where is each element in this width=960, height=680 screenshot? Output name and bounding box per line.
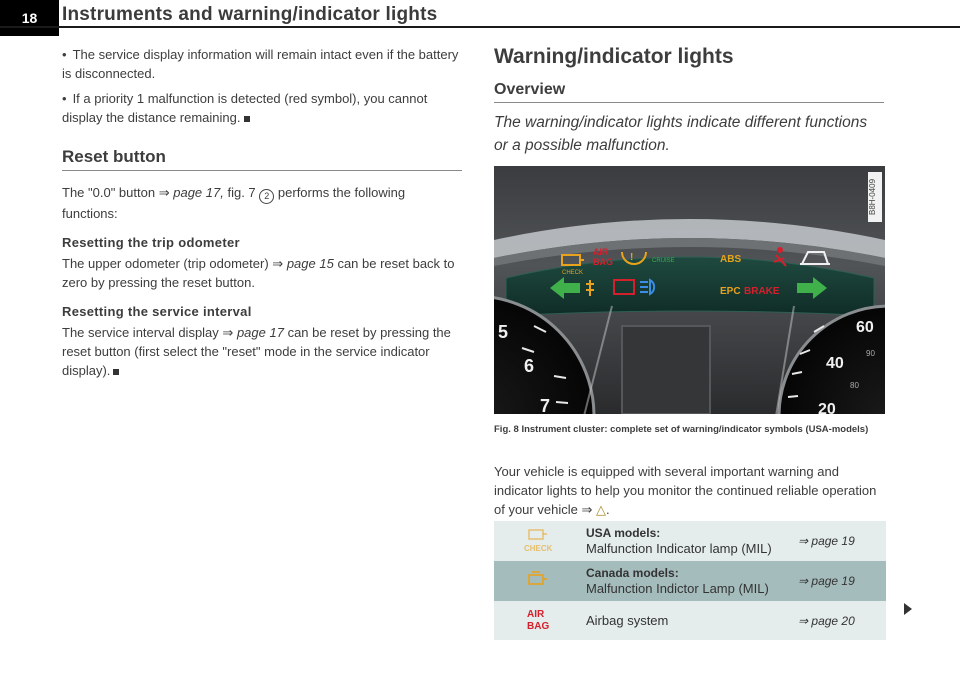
table-row [494,521,886,561]
section-title: Warning/indicator lights [494,45,734,68]
figure-caption: Fig. 8 Instrument cluster: complete set of warning/indicator symbols (USA-models) [494,424,869,435]
gauge-numeral: 40 [826,355,844,372]
right-column [494,45,884,157]
gauge-numeral: 60 [856,319,874,336]
check-label: CHECK [524,543,552,553]
page-link[interactable]: ⇒ page 20 [798,613,855,628]
table-cell: USA models: Malfunction Indicator lamp (MIL) [586,526,772,556]
gauge-numeral: 5 [498,322,509,342]
arrow-ref-icon: ⇒ [581,502,593,517]
airbag-label: BAG [527,621,550,632]
instrument-cluster-illustration [494,166,885,414]
epc-label: EPC [720,286,741,297]
trip-odometer-heading: Resetting the trip odometer [62,235,240,250]
check-label: CHECK [562,270,584,276]
page-link[interactable]: page 15 [286,256,334,271]
table-cell: Airbag system [586,612,669,628]
reset-button-heading: Reset button [62,147,462,171]
instrument-cluster-figure [494,166,885,414]
arrow-ref-icon: ⇒ [272,256,284,271]
reset-intro: The "0.0" button ⇒ page 17, fig. 7 2 performs the following functions: [62,185,406,221]
page-header-title: Instruments and warning/indicator lights [62,4,438,25]
svg-text:!: ! [630,252,634,263]
continue-arrow-icon [904,603,912,615]
abs-label: ABS [720,254,742,265]
bullet-item: • The service display information will remain intact even if the battery is disconnected. [62,47,459,81]
end-mark-icon [113,369,119,375]
page-link[interactable]: page 17, [173,185,224,200]
brake-label: BRAKE [744,286,780,297]
airbag-label: BAG [593,257,613,267]
arrow-ref-icon: ⇒ [158,185,170,200]
gauge-numeral: 7 [540,396,551,414]
arrow-ref-icon: ⇒ [222,325,234,340]
gauge-numeral: 80 [850,381,859,390]
bullet-item: • If a priority 1 malfunction is detected (red symbol), you cannot display the distance remaining. [62,91,428,125]
page-link[interactable]: ⇒ page 19 [798,574,855,588]
cruise-label: CRUISE [652,258,675,264]
header-divider [0,26,960,28]
airbag-label: AIR [527,609,545,620]
table-cell: Canada models: Malfunction Indictor Lamp (MIL) [586,566,769,596]
table-row [494,561,886,601]
figure-code: B8H-0409 [868,172,882,222]
warning-triangle-icon: △ [595,502,606,517]
service-paragraph: The service interval display ⇒ page 17 can be reset by pressing the reset button (first select the "reset" mode in the service indicator display). [62,325,451,378]
page-link[interactable]: page 17 [236,325,284,340]
trip-paragraph: The upper odometer (trip odometer) ⇒ page 15 can be reset back to zero by pressing the reset button. [62,256,455,290]
gauge-numeral: 20 [818,401,836,414]
airbag-icon [494,601,580,640]
left-column [62,45,462,386]
gauge-numeral: 6 [524,356,535,376]
warning-lights-table [494,521,886,640]
end-mark-icon [244,116,250,122]
page-link[interactable]: ⇒ page 19 [798,534,855,548]
body-paragraph: Your vehicle is equipped with several important warning and indicator lights to help you monitor the continued reliable operation of your vehicle ⇒ △. [494,464,877,517]
table-row [494,601,886,640]
engine-icon [494,561,580,601]
gauge-numeral: 90 [866,349,875,358]
intro-text: The warning/indicator lights indicate different functions or a possible malfunction. [494,114,868,154]
service-interval-heading: Resetting the service interval [62,304,252,319]
page-number: 18 [0,0,59,36]
engine-check-icon [494,521,580,561]
overview-heading: Overview [494,81,884,103]
airbag-label: AIR [593,247,609,257]
callout-number: 2 [259,189,274,204]
